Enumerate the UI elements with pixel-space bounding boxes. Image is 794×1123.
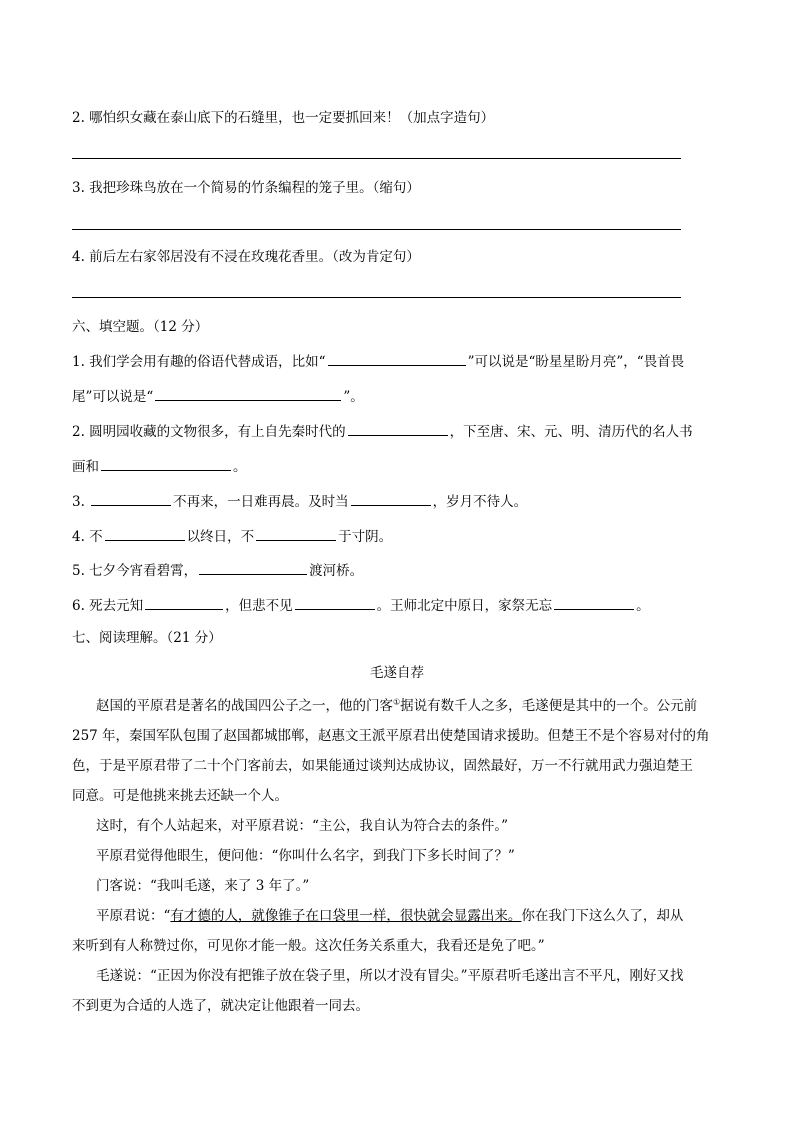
p6-line-1: 毛遂说：“正因为你没有把锥子放在袋子里，所以才没有冒尖。”平原君听毛遂出言不平凡，刚好又找 (96, 968, 684, 984)
fill-1-text-c: 尾”可以说是“ (72, 389, 154, 405)
fill-5 (72, 560, 363, 581)
blank-6b[interactable] (295, 595, 375, 610)
p1-text-b: 据说有数千人之多，毛遂便是其中的一个。公元前 (400, 698, 698, 714)
fill-6 (72, 595, 650, 616)
blank-2a[interactable] (348, 421, 448, 436)
fill-2-line-2 (72, 456, 247, 477)
section-7-heading: 七、阅读理解。（21 分） (72, 630, 222, 646)
blank-1a[interactable] (328, 351, 466, 366)
fill-2-text-a: 2. 圆明园收藏的文物很多，有上自先秦时代的 (72, 424, 346, 440)
p6-line-2: 不到更为合适的人选了，就决定让他跟着一同去。 (72, 998, 369, 1014)
blank-3a[interactable] (91, 491, 171, 506)
blank-5a[interactable] (199, 560, 307, 575)
footnote-mark: ① (393, 697, 401, 707)
fill-2-text-b: ，下至唐、宋、元、明、清历代的名人书 (449, 424, 693, 440)
blank-6c[interactable] (554, 595, 634, 610)
answer-line-4[interactable] (72, 297, 681, 298)
p5-line-1 (96, 906, 683, 926)
question-2: 2. 哪怕织女藏在泰山底下的石缝里，也一定要抓回来！（加点字造句） (72, 110, 495, 126)
blank-4a[interactable] (105, 526, 185, 541)
fill-6-text-d: 。 (636, 598, 650, 614)
fill-5-text-a: 5. 七夕今宵看碧霄， (72, 563, 198, 579)
blank-4b[interactable] (256, 526, 336, 541)
blank-6a[interactable] (145, 595, 223, 610)
fill-3-text-b: 不再来，一日难再晨。及时当 (173, 494, 349, 510)
fill-2-line-1 (72, 421, 693, 442)
p3: 平原君觉得他眼生，便问他：“你叫什么名字，到我门下多长时间了？” (96, 848, 515, 864)
answer-line-3[interactable] (72, 229, 681, 230)
p1-line-2: 257 年，秦国军队包围了赵国都城邯郸，赵惠文王派平原君出使楚国请求援助。但楚王不是个容易对付的角 (72, 728, 710, 744)
fill-3-text-c: ，岁月不待人。 (432, 494, 528, 510)
blank-3b[interactable] (351, 491, 431, 506)
fill-1-text-d: ”。 (343, 389, 364, 405)
p5-line-2: 来听到有人称赞过你，可见你才能一般。这次任务关系重大，我看还是免了吧。” (72, 938, 545, 954)
fill-4-text-a: 4. 不 (72, 529, 103, 545)
fill-2-text-d: 。 (233, 459, 247, 475)
fill-6-text-a: 6. 死去元知 (72, 598, 144, 614)
p1-line-1 (96, 696, 697, 716)
fill-4 (72, 526, 392, 547)
story-title: 毛遂自荐 (370, 665, 424, 681)
fill-3 (72, 491, 527, 512)
fill-5-text-b: 渡河桥。 (309, 563, 364, 579)
p5-text-b: 你在我门下这么久了，却从 (521, 908, 684, 924)
fill-2-text-c: 画和 (72, 459, 99, 475)
p1-line-3: 色，于是平原君带了二十个门客前去，如果能通过谈判达成协议，固然最好，万一不行就用武力强迫楚王 (72, 758, 693, 774)
p4: 门客说：“我叫毛遂，来了 3 年了。” (96, 878, 310, 894)
underlined-sentence: 有才德的人，就像锥子在口袋里一样，很快就会显露出来。 (170, 908, 522, 924)
question-3: 3. 我把珍珠鸟放在一个简易的竹条编程的笼子里。（缩句） (72, 180, 420, 196)
fill-1-text-a: 1. 我们学会用有趣的俗语代替成语，比如“ (72, 354, 326, 370)
p5-text-a: 平原君说：“ (96, 908, 171, 924)
fill-1-line-1 (72, 351, 684, 372)
blank-2b[interactable] (101, 456, 231, 471)
fill-3-text-a: 3. (72, 494, 90, 510)
answer-line-2[interactable] (72, 158, 681, 159)
fill-4-text-b: 以终日，不 (186, 529, 255, 545)
p1-text-a: 赵国的平原君是著名的战国四公子之一，他的门客 (96, 698, 393, 714)
section-6-heading: 六、填空题。（12 分） (72, 319, 209, 335)
fill-6-text-b: ，但悲不见 (225, 598, 293, 614)
p1-line-4: 同意。可是他挑来挑去还缺一个人。 (72, 788, 288, 804)
p2: 这时，有个人站起来，对平原君说：“主公，我自认为符合去的条件。” (96, 818, 509, 834)
fill-1-text-b: ”可以说是“盼星星盼月亮”，“畏首畏 (467, 354, 685, 370)
question-4: 4. 前后左右家邻居没有不浸在玫瑰花香里。（改为肯定句） (72, 249, 420, 265)
fill-6-text-c: 。王师北定中原日，家祭无忘 (376, 598, 553, 614)
fill-1-line-2 (72, 386, 364, 407)
fill-4-text-c: 于寸阴。 (338, 529, 393, 545)
blank-1b[interactable] (155, 386, 341, 401)
